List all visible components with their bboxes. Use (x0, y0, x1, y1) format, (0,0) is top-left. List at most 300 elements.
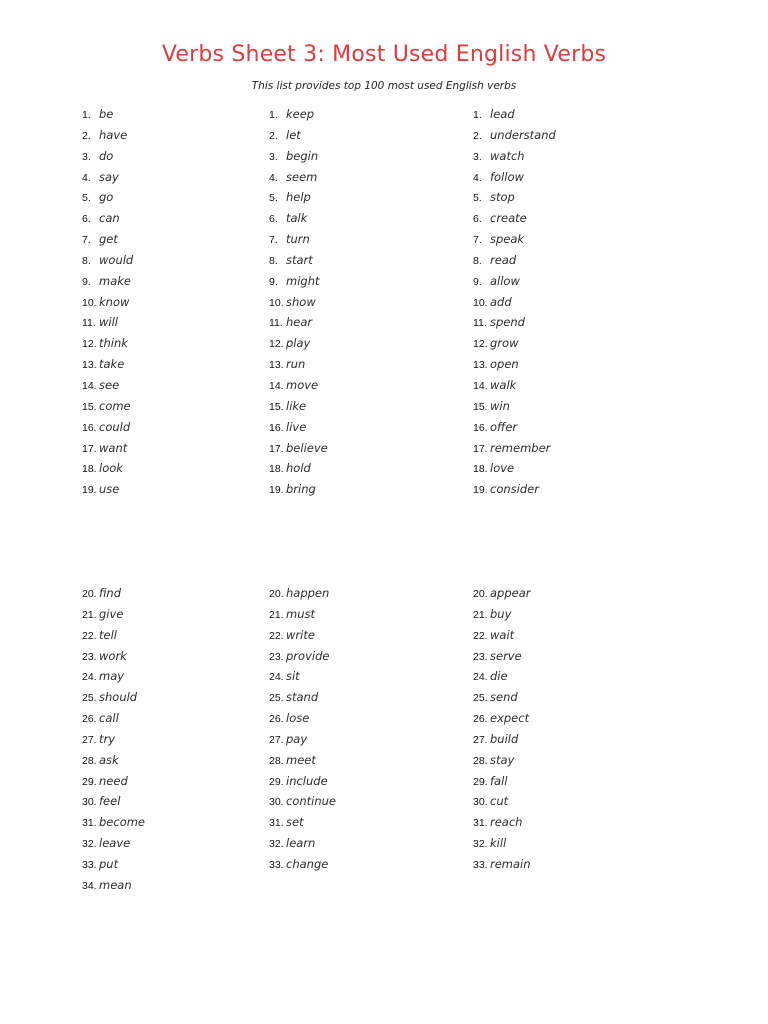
item-number: 29. (82, 775, 97, 788)
page-subtitle: This list provides top 100 most used English verbs (251, 80, 517, 92)
list-item (473, 375, 556, 396)
verb-text: show (286, 294, 316, 309)
list-item (269, 333, 328, 354)
verb-text: make (99, 273, 131, 288)
list-item (82, 208, 133, 229)
item-number: 17. (269, 442, 284, 455)
item-number: 33. (269, 858, 284, 871)
list-item (82, 625, 145, 646)
list-item (473, 604, 531, 625)
verb-text: feel (99, 794, 121, 809)
list-item (473, 417, 556, 438)
item-number: 1. (269, 109, 278, 121)
list-item (473, 646, 531, 667)
list-item (82, 438, 133, 459)
list-item (269, 104, 328, 125)
item-number: 23. (473, 650, 488, 663)
item-number: 13. (269, 359, 284, 372)
verb-text: come (99, 398, 131, 413)
item-number: 16. (269, 421, 284, 434)
verb-text: believe (286, 440, 328, 455)
verb-text: fall (490, 773, 508, 788)
list-item (269, 271, 328, 292)
list-item (82, 708, 145, 729)
list-item (269, 666, 336, 687)
list-item (269, 833, 336, 854)
list-item (473, 250, 556, 271)
verb-text: must (286, 606, 315, 621)
list-item (82, 271, 133, 292)
item-number: 2. (269, 129, 278, 142)
list-item (82, 354, 133, 375)
verb-text: die (490, 669, 508, 684)
list-item (473, 666, 531, 687)
list-item (82, 646, 145, 667)
list-item (82, 750, 145, 771)
list-item (473, 833, 531, 854)
list-item (473, 104, 556, 125)
list-item (82, 167, 133, 188)
item-number: 19. (473, 484, 488, 497)
verb-list-column-5 (269, 583, 336, 875)
verb-text: send (490, 690, 518, 705)
verb-text: read (490, 252, 517, 267)
list-item (269, 791, 336, 812)
verb-text: hear (286, 315, 313, 330)
item-number: 3. (82, 150, 91, 163)
list-item (269, 646, 336, 667)
verb-text: help (286, 190, 311, 205)
list-item (269, 750, 336, 771)
list-item (82, 812, 145, 833)
list-item (473, 708, 531, 729)
list-item (269, 375, 328, 396)
list-item (473, 333, 556, 354)
list-item (473, 396, 556, 417)
verb-text: consider (490, 482, 539, 497)
item-number: 4. (269, 171, 278, 184)
item-number: 12. (269, 338, 284, 351)
item-number: 31. (473, 817, 488, 830)
item-number: 8. (82, 254, 91, 267)
item-number: 16. (473, 421, 488, 434)
list-item (269, 854, 336, 875)
item-number: 20. (473, 588, 488, 600)
verb-text: let (286, 127, 301, 142)
item-number: 5. (473, 192, 482, 205)
verb-text: pay (286, 731, 308, 746)
verb-text: may (99, 669, 125, 684)
verb-text: write (286, 627, 315, 642)
item-number: 28. (473, 754, 488, 767)
verb-text: wait (490, 627, 515, 642)
list-item (82, 125, 133, 146)
verb-text: become (99, 815, 146, 830)
item-number: 26. (269, 713, 284, 726)
list-item (473, 729, 531, 750)
verb-text: seem (286, 169, 318, 184)
verb-text: try (99, 731, 116, 746)
verb-text: lose (286, 711, 310, 726)
item-number: 31. (82, 817, 97, 830)
list-item (269, 229, 328, 250)
verb-list-column-4 (82, 583, 145, 896)
item-number: 33. (473, 858, 488, 871)
list-item (82, 375, 133, 396)
list-item (473, 292, 556, 313)
list-item (473, 479, 556, 500)
list-item (82, 396, 133, 417)
list-item (82, 312, 133, 333)
list-item (269, 396, 328, 417)
item-number: 30. (269, 796, 284, 809)
item-number: 6. (473, 213, 482, 226)
list-item (82, 146, 133, 167)
verb-text: say (99, 169, 119, 184)
item-number: 10. (269, 296, 284, 309)
item-number: 19. (82, 484, 97, 497)
item-number: 17. (473, 442, 488, 455)
item-number: 4. (82, 171, 91, 184)
verb-text: expect (490, 711, 530, 726)
item-number: 20. (269, 588, 284, 600)
list-item (269, 583, 336, 604)
item-number: 10. (82, 296, 97, 309)
list-item (269, 729, 336, 750)
item-number: 18. (473, 463, 488, 476)
item-number: 18. (82, 463, 97, 476)
verb-text: go (99, 190, 114, 205)
verb-text: ask (99, 752, 119, 767)
verb-text: turn (286, 232, 310, 247)
item-number: 17. (82, 442, 97, 455)
verb-text: run (286, 357, 306, 372)
item-number: 16. (82, 421, 97, 434)
item-number: 28. (82, 754, 97, 767)
list-item (473, 229, 556, 250)
item-number: 34. (82, 879, 97, 892)
verb-text: leave (99, 836, 131, 851)
list-item (473, 438, 556, 459)
list-item (82, 333, 133, 354)
item-number: 7. (473, 234, 482, 247)
item-number: 24. (473, 671, 488, 684)
verb-text: offer (490, 419, 518, 434)
verb-list-column-3 (473, 104, 556, 500)
item-number: 15. (473, 400, 488, 413)
verb-text: allow (490, 273, 520, 288)
item-number: 4. (473, 171, 482, 184)
item-number: 11. (82, 317, 96, 330)
list-item (269, 292, 328, 313)
verb-text: happen (286, 586, 330, 600)
verb-text: do (99, 148, 114, 163)
verb-text: bring (286, 482, 316, 497)
list-item (82, 687, 145, 708)
list-item (82, 229, 133, 250)
verb-text: appear (490, 586, 531, 600)
item-number: 32. (82, 838, 97, 851)
verb-list-column-1 (82, 104, 133, 500)
verb-text: continue (286, 794, 337, 809)
list-item (473, 271, 556, 292)
verb-text: meet (286, 752, 316, 767)
item-number: 25. (82, 692, 97, 705)
verb-text: learn (286, 836, 316, 851)
verb-text: speak (490, 232, 525, 247)
item-number: 25. (269, 692, 284, 705)
verb-text: might (286, 273, 320, 288)
list-item (269, 812, 336, 833)
list-item (473, 687, 531, 708)
verb-text: could (99, 419, 131, 434)
verb-text: look (99, 461, 123, 476)
verb-text: keep (286, 107, 315, 121)
verb-text: change (286, 856, 329, 871)
item-number: 12. (473, 338, 488, 351)
item-number: 15. (269, 400, 284, 413)
verb-text: need (99, 773, 128, 788)
list-item (82, 833, 145, 854)
verb-text: hold (286, 461, 311, 476)
verb-text: cut (490, 794, 509, 809)
list-item (473, 187, 556, 208)
verb-text: buy (490, 606, 512, 621)
item-number: 13. (82, 359, 97, 372)
item-number: 14. (269, 379, 284, 392)
list-item (473, 791, 531, 812)
item-number: 2. (473, 129, 482, 142)
item-number: 22. (82, 629, 97, 642)
verb-text: get (99, 232, 118, 247)
item-number: 6. (269, 213, 278, 226)
item-number: 19. (269, 484, 284, 497)
verb-text: walk (490, 377, 517, 392)
list-item (82, 854, 145, 875)
list-item (82, 292, 133, 313)
verb-text: think (99, 336, 128, 351)
list-item (473, 625, 531, 646)
verb-text: provide (286, 648, 330, 663)
item-number: 32. (473, 838, 488, 851)
verb-text: win (490, 398, 510, 413)
list-item (473, 354, 556, 375)
list-item (269, 479, 328, 500)
item-number: 11. (473, 317, 487, 330)
list-item (473, 167, 556, 188)
list-item (82, 104, 133, 125)
verb-text: play (286, 336, 311, 351)
list-item (269, 771, 336, 792)
verb-text: stop (490, 190, 515, 205)
verb-text: understand (490, 127, 556, 142)
verb-text: know (99, 294, 130, 309)
verb-text: would (99, 252, 134, 267)
item-number: 21. (82, 608, 97, 621)
list-item (82, 187, 133, 208)
verb-text: remember (490, 440, 551, 455)
verb-text: use (99, 482, 120, 497)
item-number: 22. (473, 629, 488, 642)
verb-text: include (286, 773, 328, 788)
list-item (82, 729, 145, 750)
item-number: 29. (269, 775, 284, 788)
item-number: 28. (269, 754, 284, 767)
list-item (82, 479, 133, 500)
list-item (269, 208, 328, 229)
list-item (473, 583, 531, 604)
item-number: 9. (269, 275, 278, 288)
verb-text: live (286, 419, 307, 434)
verb-text: move (286, 377, 319, 392)
verb-text: open (490, 357, 519, 372)
item-number: 22. (269, 629, 284, 642)
verb-text: find (99, 586, 122, 600)
item-number: 18. (269, 463, 284, 476)
list-item (473, 146, 556, 167)
list-item (269, 687, 336, 708)
list-item (473, 125, 556, 146)
list-item (82, 771, 145, 792)
item-number: 20. (82, 588, 97, 600)
item-number: 26. (473, 713, 488, 726)
item-number: 21. (269, 608, 284, 621)
verb-text: work (99, 648, 127, 663)
list-item (269, 125, 328, 146)
item-number: 2. (82, 129, 91, 142)
item-number: 30. (82, 796, 97, 809)
verb-text: kill (490, 836, 507, 851)
list-item (82, 875, 145, 896)
list-item (82, 604, 145, 625)
list-item (269, 417, 328, 438)
item-number: 5. (82, 192, 91, 205)
verb-text: watch (490, 148, 525, 163)
item-number: 24. (269, 671, 284, 684)
verb-text: take (99, 357, 125, 372)
item-number: 9. (473, 275, 482, 288)
verb-text: follow (490, 169, 524, 184)
item-number: 21. (473, 608, 488, 621)
item-number: 27. (82, 733, 97, 746)
verb-text: be (99, 107, 114, 121)
item-number: 1. (82, 109, 91, 121)
list-item (82, 250, 133, 271)
verb-text: mean (99, 877, 132, 892)
verb-text: put (99, 856, 119, 871)
item-number: 5. (269, 192, 278, 205)
list-item (473, 854, 531, 875)
verb-text: call (99, 711, 119, 726)
list-item (473, 812, 531, 833)
verb-list-column-2 (269, 104, 328, 500)
verb-text: set (286, 815, 304, 830)
verb-text: want (99, 440, 128, 455)
item-number: 23. (82, 650, 97, 663)
verb-text: serve (490, 648, 522, 663)
list-item (82, 583, 145, 604)
item-number: 7. (82, 234, 91, 247)
verb-text: add (490, 294, 512, 309)
verb-text: start (286, 252, 313, 267)
list-item (269, 438, 328, 459)
item-number: 33. (82, 858, 97, 871)
verb-text: have (99, 127, 128, 142)
list-item (269, 604, 336, 625)
list-item (473, 750, 531, 771)
item-number: 13. (473, 359, 488, 372)
item-number: 8. (473, 254, 482, 267)
item-number: 14. (82, 379, 97, 392)
list-item (269, 187, 328, 208)
verb-text: begin (286, 148, 319, 163)
item-number: 7. (269, 234, 278, 247)
verb-text: remain (490, 856, 531, 871)
item-number: 12. (82, 338, 97, 351)
verb-text: talk (286, 211, 308, 226)
list-item (473, 312, 556, 333)
list-item (269, 167, 328, 188)
verb-text: grow (490, 336, 519, 351)
item-number: 3. (269, 150, 278, 163)
item-number: 23. (269, 650, 284, 663)
verb-text: spend (490, 315, 525, 330)
item-number: 30. (473, 796, 488, 809)
item-number: 25. (473, 692, 488, 705)
verb-text: reach (490, 815, 523, 830)
verb-text: stand (286, 690, 319, 705)
list-item (473, 771, 531, 792)
list-item (473, 208, 556, 229)
list-item (269, 354, 328, 375)
verb-text: give (99, 606, 124, 621)
item-number: 29. (473, 775, 488, 788)
item-number: 11. (269, 317, 283, 330)
verb-text: love (490, 461, 515, 476)
verb-text: stay (490, 752, 515, 767)
item-number: 9. (82, 275, 91, 288)
verb-text: will (99, 315, 118, 330)
verb-text: create (490, 211, 527, 226)
item-number: 3. (473, 150, 482, 163)
verb-list-column-6 (473, 583, 531, 875)
item-number: 1. (473, 109, 482, 121)
list-item (269, 250, 328, 271)
verb-text: see (99, 377, 120, 392)
list-item (269, 625, 336, 646)
page-title: Verbs Sheet 3: Most Used English Verbs (161, 42, 607, 67)
item-number: 14. (473, 379, 488, 392)
item-number: 26. (82, 713, 97, 726)
list-item (269, 312, 328, 333)
verb-text: tell (99, 627, 117, 642)
item-number: 8. (269, 254, 278, 267)
item-number: 15. (82, 400, 97, 413)
list-item (269, 146, 328, 167)
item-number: 27. (269, 733, 284, 746)
list-item (82, 666, 145, 687)
list-item (82, 791, 145, 812)
verb-text: sit (286, 669, 300, 684)
verb-text: can (99, 211, 120, 226)
list-item (269, 708, 336, 729)
item-number: 24. (82, 671, 97, 684)
verb-text: should (99, 690, 138, 705)
list-item (473, 458, 556, 479)
verb-text: like (286, 398, 307, 413)
item-number: 10. (473, 296, 488, 309)
item-number: 31. (269, 817, 284, 830)
